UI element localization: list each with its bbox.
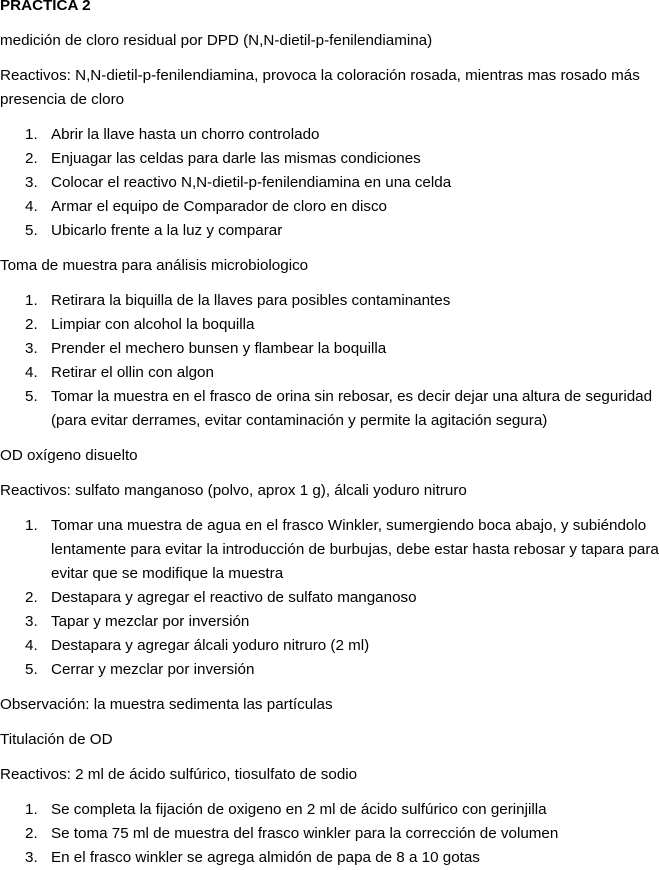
list-item <box>0 171 659 195</box>
list-number: 2. <box>25 150 38 167</box>
section1-heading: medición de cloro residual por DPD (N,N-dietil-p-fenilendiamina) <box>0 32 433 49</box>
list-number: 1. <box>25 126 38 143</box>
list-number: 2. <box>25 316 38 333</box>
list-item <box>0 123 659 147</box>
section1-reagents: Reactivos: N,N-dietil-p-fenilendiamina, provoca la coloración rosada, mientras mas rosado más presencia de cloro <box>0 67 640 108</box>
list-text: Destapara y agregar el reactivo de sulfato manganoso <box>51 589 417 606</box>
list-item <box>0 337 659 361</box>
list-text: Ubicarlo frente a la luz y comparar <box>51 222 283 239</box>
list-item <box>0 147 659 171</box>
list-number: 1. <box>25 801 38 818</box>
list-text: Enjuagar las celdas para darle las mismas condiciones <box>51 150 421 167</box>
section1-steps <box>0 123 659 243</box>
list-text: Retirar el ollin con algon <box>51 364 214 381</box>
list-text: Abrir la llave hasta un chorro controlado <box>51 126 320 143</box>
list-number: 3. <box>25 174 38 191</box>
list-number: 4. <box>25 198 38 215</box>
list-number: 1. <box>25 292 38 309</box>
list-text: Tapar y mezclar por inversión <box>51 613 250 630</box>
list-item <box>0 586 659 610</box>
list-text: Prender el mechero bunsen y flambear la boquilla <box>51 340 387 357</box>
list-item <box>0 798 659 822</box>
section2-steps <box>0 289 659 433</box>
list-item <box>0 385 659 433</box>
list-number: 4. <box>25 364 38 381</box>
section4-steps <box>0 798 659 870</box>
list-number: 1. <box>25 517 38 534</box>
list-number: 2. <box>25 589 38 606</box>
section3-steps <box>0 514 659 682</box>
list-text: Se toma 75 ml de muestra del frasco winkler para la corrección de volumen <box>51 825 559 842</box>
list-text: Tomar una muestra de agua en el frasco Winkler, sumergiendo boca abajo, y subiéndolo lentamente para evitar la introducción de burbujas, debe estar hasta rebosar y tapara para evitar que se modifique la muestra <box>51 517 659 582</box>
list-text: Destapara y agregar álcali yoduro nitruro (2 ml) <box>51 637 370 654</box>
list-item <box>0 610 659 634</box>
list-text: Armar el equipo de Comparador de cloro en disco <box>51 198 387 215</box>
list-text: Limpiar con alcohol la boquilla <box>51 316 255 333</box>
list-item <box>0 822 659 846</box>
list-item <box>0 289 659 313</box>
section2-heading: Toma de muestra para análisis microbiologico <box>0 257 309 274</box>
list-item <box>0 219 659 243</box>
section4-reagents: Reactivos: 2 ml de ácido sulfúrico, tiosulfato de sodio <box>0 766 358 783</box>
list-item <box>0 514 659 586</box>
list-number: 3. <box>25 340 38 357</box>
list-text: Cerrar y mezclar por inversión <box>51 661 255 678</box>
list-text: En el frasco winkler se agrega almidón de papa de 8 a 10 gotas <box>51 849 480 866</box>
list-text: Tomar la muestra en el frasco de orina sin rebosar, es decir dejar una altura de seguridad (para evitar derrames, evitar contaminación y permite la agitación segura) <box>51 388 653 429</box>
list-item <box>0 195 659 219</box>
list-number: 2. <box>25 825 38 842</box>
list-item <box>0 361 659 385</box>
section3-observation: Observación: la muestra sedimenta las partículas <box>0 696 333 713</box>
list-number: 3. <box>25 849 38 866</box>
list-text: Colocar el reactivo N,N-dietil-p-fenilendiamina en una celda <box>51 174 452 191</box>
list-number: 4. <box>25 637 38 654</box>
list-number: 5. <box>25 222 38 239</box>
list-item <box>0 846 659 870</box>
section3-reagents: Reactivos: sulfato manganoso (polvo, aprox 1 g), álcali yoduro nitruro <box>0 482 467 499</box>
list-number: 3. <box>25 613 38 630</box>
list-text: Se completa la fijación de oxigeno en 2 ml de ácido sulfúrico con gerinjilla <box>51 801 547 818</box>
list-item <box>0 313 659 337</box>
list-number: 5. <box>25 661 38 678</box>
section4-heading: Titulación de OD <box>0 731 113 748</box>
section3-heading: OD oxígeno disuelto <box>0 447 138 464</box>
list-text: Retirara la biquilla de la llaves para posibles contaminantes <box>51 292 451 309</box>
list-item <box>0 634 659 658</box>
list-item <box>0 658 659 682</box>
list-number: 5. <box>25 388 38 405</box>
document-title: PRACTICA 2 <box>0 0 91 14</box>
